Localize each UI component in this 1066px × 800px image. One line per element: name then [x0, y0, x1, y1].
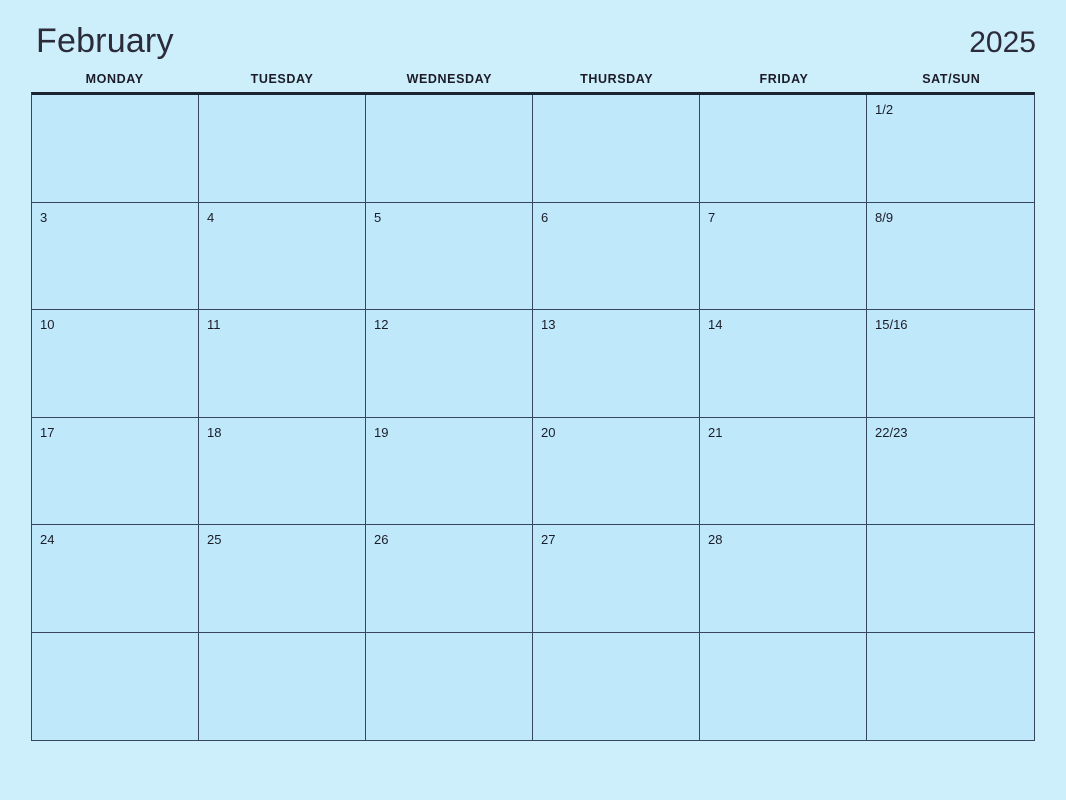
day-cell[interactable]: [700, 95, 867, 203]
weekday-label-wednesday: WEDNESDAY: [406, 72, 493, 86]
day-cell[interactable]: [867, 525, 1034, 633]
day-cell[interactable]: [366, 203, 533, 311]
day-cell[interactable]: [366, 310, 533, 418]
day-number: 11: [207, 317, 221, 332]
weekday-label-satsun: SAT/SUN: [922, 72, 981, 86]
day-number: 4: [207, 209, 215, 225]
weekday-label-tuesday: TUESDAY: [250, 72, 314, 86]
day-cell[interactable]: [700, 633, 867, 741]
day-number: 3: [40, 209, 48, 225]
day-cell[interactable]: [32, 310, 199, 418]
day-cell[interactable]: [32, 525, 199, 633]
day-cell[interactable]: [867, 418, 1034, 526]
day-cell[interactable]: [366, 633, 533, 741]
day-number: 18: [207, 424, 222, 440]
day-cell[interactable]: [533, 203, 700, 311]
day-cell[interactable]: [199, 203, 366, 311]
day-number: 5: [374, 209, 382, 225]
year-title: 2025: [969, 26, 1036, 59]
day-cell[interactable]: [700, 525, 867, 633]
day-cell[interactable]: [867, 310, 1034, 418]
calendar-grid: [31, 92, 1035, 741]
day-number: 8/9: [875, 209, 894, 225]
day-cell[interactable]: [366, 95, 533, 203]
day-number: 24: [40, 532, 55, 547]
day-cell[interactable]: [533, 418, 700, 526]
day-cell[interactable]: [700, 203, 867, 311]
day-number: 7: [708, 209, 716, 225]
day-number: 26: [374, 532, 389, 547]
day-cell[interactable]: [366, 418, 533, 526]
weekday-label-monday: MONDAY: [85, 72, 144, 86]
weekday-label-friday: FRIDAY: [759, 72, 809, 86]
day-cell[interactable]: [199, 95, 366, 203]
day-cell[interactable]: [867, 95, 1034, 203]
day-number: 22/23: [875, 424, 908, 440]
day-cell[interactable]: [533, 95, 700, 203]
weekday-header-row: [31, 72, 1035, 92]
day-cell[interactable]: [700, 418, 867, 526]
day-number: 15/16: [875, 317, 908, 332]
day-number: 1/2: [875, 102, 894, 117]
day-cell[interactable]: [32, 633, 199, 741]
day-cell[interactable]: [700, 310, 867, 418]
day-number: 20: [541, 424, 556, 440]
day-cell[interactable]: [533, 525, 700, 633]
day-number: 27: [541, 532, 556, 547]
day-cell[interactable]: [199, 525, 366, 633]
day-cell[interactable]: [867, 633, 1034, 741]
day-number: 21: [708, 424, 723, 440]
day-cell[interactable]: [199, 633, 366, 741]
day-cell[interactable]: [366, 525, 533, 633]
weekday-label-thursday: THURSDAY: [580, 72, 654, 86]
day-cell[interactable]: [32, 418, 199, 526]
day-number: 6: [541, 209, 549, 225]
day-cell[interactable]: [32, 95, 199, 203]
day-cell[interactable]: [32, 203, 199, 311]
calendar-header: [0, 0, 1066, 58]
day-number: 12: [374, 317, 389, 332]
day-number: 28: [708, 532, 723, 547]
day-cell[interactable]: [199, 310, 366, 418]
day-number: 19: [374, 424, 389, 440]
day-cell[interactable]: [199, 418, 366, 526]
day-number: 14: [708, 317, 723, 332]
month-title: February: [36, 22, 174, 60]
day-number: 17: [40, 424, 55, 440]
day-number: 10: [40, 317, 55, 332]
day-number: 13: [541, 317, 556, 332]
day-cell[interactable]: [533, 633, 700, 741]
day-cell[interactable]: [533, 310, 700, 418]
day-cell[interactable]: [867, 203, 1034, 311]
day-number: 25: [207, 532, 222, 547]
